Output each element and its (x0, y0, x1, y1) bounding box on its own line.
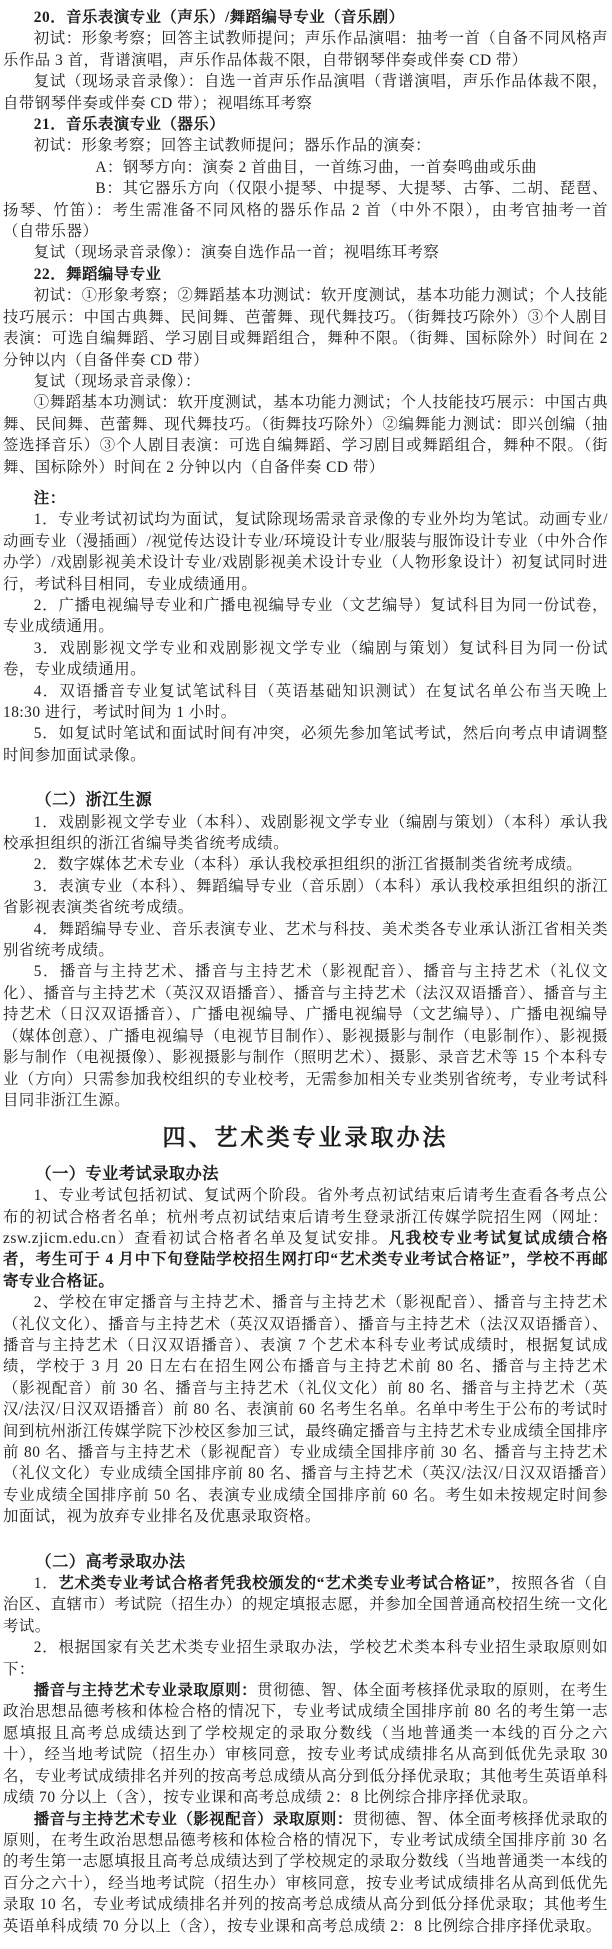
principle-dubbing-body: 贯彻德、智、体全面考核择优录取的原则，在考生政治思想品德考核和体检合格的情况下，专业考试成绩全国排序前 30 名的考生第一志愿填报且高考总成绩达到了学校规定的录取分数线（当地普通类一本线的百分之六十），经当地考试院（招生办）审核同意，按专业考试成绩排名从高到低优先录取 10 名，专业考试成绩排名并列的按高考总成绩从高分到低分择优录取；其他考生英语单科成绩 70 分以上（含），按专业课和高考总成绩 2：8 比例综合排序择优录取。 (3, 1810, 608, 1935)
note-3: 3．戏剧影视文学专业和戏剧影视文学专业（编剧与策划）复试科目为同一份试卷，专业成绩通用。 (3, 639, 608, 679)
exam-admission-para-2: 2、学校在审定播音与主持艺术、播音与主持艺术（影视配音）、播音与主持艺术（礼仪文化）、播音与主持艺术（英汉双语播音）、播音与主持艺术（法汉双语播音）、播音与主持艺术（日汉双语播音）、表演 7 个艺术本科专业考试成绩时，根据复试成绩，学校于 3 月 20 日左右在招生网公布播音与主持艺术前 80 名、播音与主持艺术（影视配音）前 30 名、播音与主持艺术（礼仪文化）前 80 名、播音与主持艺术（英汉/法汉/日汉双语播音）前 80 名、表演前 60 名考生名单。名单中考生于公布的考试时间到杭州浙江传媒学院下沙校区参加三试，最终确定播音与主持艺术专业成绩全国排序前 80 名、播音与主持艺术（影视配音）专业成绩全国排序前 30 名、播音与主持艺术（礼仪文化）专业成绩全国排序前 80 名、播音与主持艺术（英汉/法汉/日汉双语播音）专业成绩全国排序前 50 名、表演专业成绩全国排序前 60 名。考生如未按规定时间参加面试，视为放弃专业排名及优惠录取资格。 (3, 1294, 608, 1526)
item-21-option-a: A：钢琴方向：演奏 2 首曲目，一首练习曲，一首奏鸣曲或乐曲 (95, 158, 538, 176)
item-20-first-round: 初试：形象考察；回答主试教师提问；声乐作品演唱：抽考一首（自备不同风格声乐作品 3 首，背谱演唱，声乐作品体裁不限，自带钢琴伴奏或伴奏 CD 带） (3, 30, 608, 69)
item-20-heading: 20．音乐表演专业（声乐）/舞蹈编导专业（音乐剧） (33, 9, 405, 26)
note-1: 1．专业考试初试均为面试，复试除现场需录音录像的专业外均为笔试。动画专业/动画专业（漫插画）/视觉传达设计专业/环境设计专业/服装与服饰设计专业（中外合作办学）/戏剧影视美术设计专业/戏剧影视美术设计专业（人物形象设计）初复试同时进行，考试科目相同，专业成绩通用。 (3, 511, 608, 593)
zhejiang-item-5: 5．播音与主持艺术、播音与主持艺术（影视配音）、播音与主持艺术（礼仪文化）、播音与主持艺术（英汉双语播音）、播音与主持艺术（法汉双语播音）、播音与主持艺术（日汉双语播音）、广播电视编导、广播电视编导（文艺编导）、广播电视编导（媒体创意）、广播电视编导（电视节目制作）、影视摄影与制作（电影制作）、影视摄影与制作（电视摄像）、影视摄影与制作（照明艺术）、摄影、录音艺术等 15 个本科专业（方向）只需参加我校组织的专业校考，无需参加相关专业类别省统考，专业考试科目同非浙江生源。 (3, 963, 608, 1109)
subsection-2-heading: （二）高考录取办法 (35, 1552, 186, 1571)
gaokao-item-2: 2．根据国家有关艺术类专业招生录取办法，学校艺术类本科专业招生录取原则如下： (3, 1639, 608, 1678)
item-20-second-round: 复试（现场录音录像）：自选一首声乐作品演唱（背谱演唱，声乐作品体裁不限，自带钢琴伴奏或伴奏 CD 带）；视唱练耳考察 (3, 73, 608, 112)
zhejiang-item-1: 1．戏剧影视文学专业（本科）、戏剧影视文学专业（编剧与策划）（本科）承认我校承担组织的浙江省编导类省统考成绩。 (3, 813, 608, 853)
item-21-first-round: 初试：形象考察；回答主试教师提问；器乐作品的演奏： (33, 137, 432, 155)
gaokao-item-1 (3, 1573, 608, 1637)
exam-admission-para-1 (3, 1185, 608, 1292)
item-21-second-round: 复试（现场录音录像）：演奏自选作品一首；视唱练耳考察 (33, 244, 440, 262)
zhejiang-source-heading: （二）浙江生源 (35, 791, 153, 810)
note-2: 2．广播电视编导专业和广播电视编导专业（文艺编导）复试科目为同一份试卷，专业成绩通用。 (3, 596, 608, 636)
principle-broadcast-hosting-label: 播音与主持艺术专业录取原则： (33, 1682, 258, 1700)
principle-broadcast-hosting (3, 1680, 608, 1808)
item-21-option-b: B：其它器乐方向（仅限小提琴、中提琴、大提琴、古筝、二胡、琵琶、扬琴、竹笛）：考生需准备不同风格的器乐作品 2 首（中外不限），由考官抽考一首（自带乐器） (3, 180, 608, 241)
zhejiang-item-2: 2．数字媒体艺术专业（本科）承认我校承担组织的浙江省摄制类省统考成绩。 (33, 856, 583, 874)
item-22-heading: 22．舞蹈编导专业 (33, 265, 162, 283)
note-4: 4．双语播音专业复试笔试科目（英语基础知识测试）在复试名单公布当天晚上 18:30 进行，考试时间为 1 小时。 (3, 682, 608, 721)
exam-admission-para-1-bold: 凡我校专业考试复试成绩合格者，考生可于 4 月中下旬登陆学校招生网打印“艺术类专业考试合格证”，学校不再邮寄专业合格证。 (3, 1229, 608, 1290)
subsection-1-heading: （一）专业考试录取办法 (35, 1164, 219, 1183)
item-22-second-round-label: 复试（现场录音录像）： (33, 372, 201, 390)
note-5: 5．如复试时笔试和面试时间有冲突，必须先参加笔试考试，然后向考点申请调整时间参加面试录像。 (3, 725, 608, 764)
principle-broadcast-hosting-body: 贯彻德、智、体全面考核择优录取的原则，在考生政治思想品德考核和体检合格的情况下，专业考试成绩全国排序前 80 名的考生第一志愿填报且高考总成绩达到了学校规定的录取分数线（当地普通类一本线的百分之六十），经当地考试院（招生办）审核同意，按专业考试成绩排名从高到低优先录取 30 名，专业考试成绩排名并列的按高考总成绩从高分到低分择优录取；其他考生英语单科成绩 70 分以上（含），按专业课和高考总成绩 2：8 比例综合排序择优录取。 (3, 1682, 608, 1807)
gaokao-item-1-number: 1． (33, 1575, 59, 1593)
zhejiang-item-3: 3．表演专业（本科）、舞蹈编导专业（音乐剧）（本科）承认我校承担组织的浙江省影视表演类省统考成绩。 (3, 877, 608, 917)
principle-dubbing (3, 1809, 608, 1937)
zhejiang-item-4: 4．舞蹈编导专业、音乐表演专业、艺术与科技、美术类各专业承认浙江省相关类别省统考成绩。 (3, 920, 608, 960)
item-21-heading: 21．音乐表演专业（器乐） (33, 116, 225, 134)
gaokao-item-1-bold: 艺术类专业考试合格者凭我校颁发的“艺术类专业考试合格证” (58, 1575, 495, 1593)
section-4-title: 四、艺术类专业录取办法 (162, 1124, 449, 1151)
item-22-first-round: 初试：①形象考察；②舞蹈基本功测试：软开度测试，基本功能力测试；个人技能技巧展示：中国古典舞、民间舞、芭蕾舞、现代舞技巧。（街舞技巧除外）③个人剧目表演：可选自编舞蹈、学习剧目或舞蹈组合，舞种不限。（街舞、国标除外）时间在 2 分钟以内（自备伴奏 CD 带） (3, 287, 608, 369)
exam-admission-para-1-normal: 1、专业考试包括初试、复试两个阶段。省外考点初试结束后请考生查看各考点公布的初试合格者名单；杭州考点初试结束后请考生登录浙江传媒学院招生网（网址：zsw.zjicm.edu.cn）查看初试合格者名单及复试安排。 (3, 1187, 608, 1247)
item-22-second-round-detail: ①舞蹈基本功测试：软开度测试，基本功能力测试；个人技能技巧展示：中国古典舞、民间舞、芭蕾舞、现代舞技巧。（街舞技巧除外）②编舞能力测试：即兴创编（抽签选择音乐）③个人剧目表演：可选自编舞蹈、学习剧目或舞蹈组合，舞种不限。（街舞、国标除外）时间在 2 分钟以内（自备伴奏 CD 带） (3, 394, 608, 476)
notes-heading: 注： (33, 489, 66, 507)
gaokao-item-1-tail: ，按照各省（自治区、直辖市）考试院（招生办）的规定填报志愿，并参加全国普通高校招生统一文化考试。 (3, 1575, 608, 1635)
principle-dubbing-label: 播音与主持艺术专业（影视配音）录取原则： (33, 1810, 353, 1828)
